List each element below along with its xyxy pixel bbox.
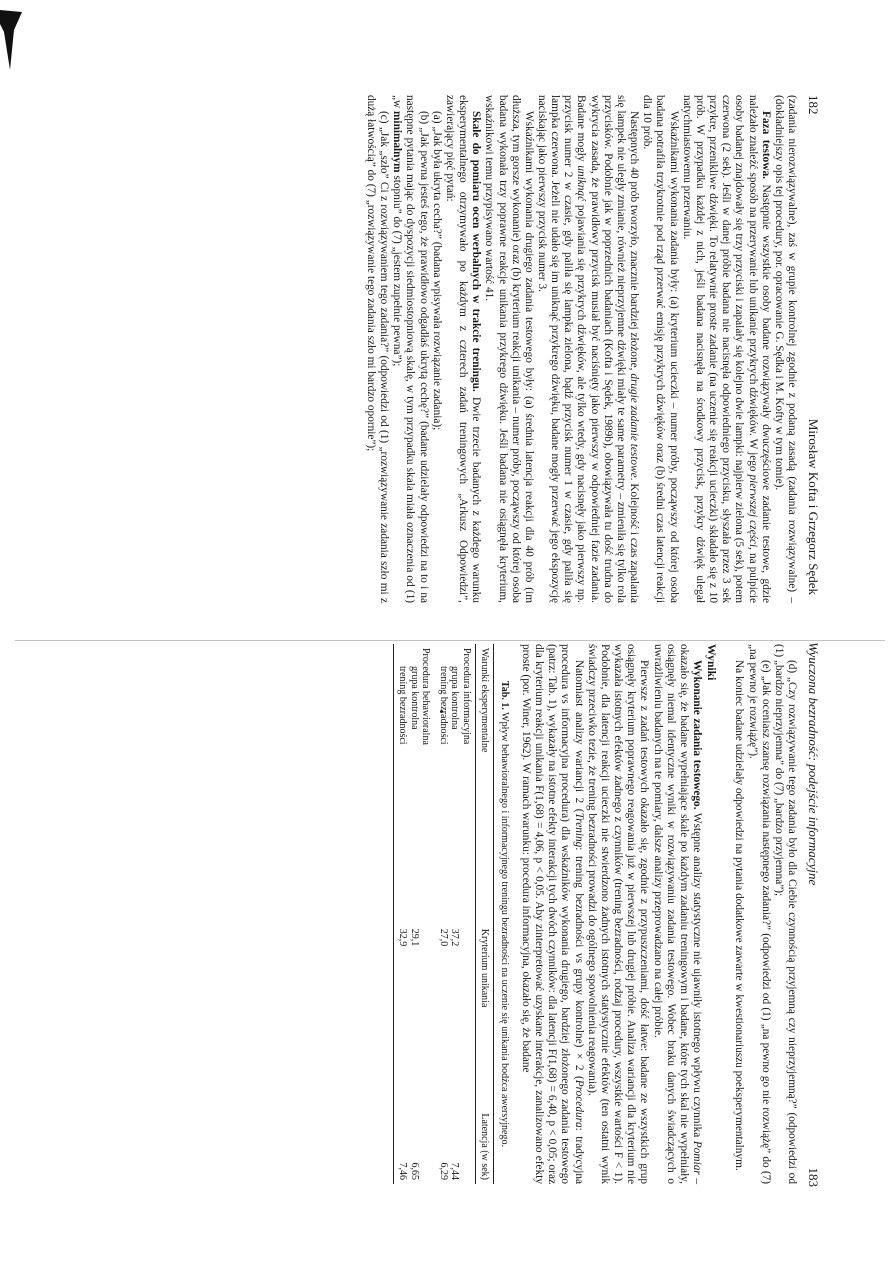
cell-kryterium: 27,0 — [437, 928, 449, 947]
table-row — [393, 644, 408, 1184]
row-label: grupa kontrolna — [449, 666, 461, 730]
italic-term: Procedura — [572, 1079, 585, 1128]
paragraph: Wskaźnikami wykonania drugiego zadania testowego były: (a) średnia latencja reakcji dla 40 prób (im dłuższa, tym gorsze wykonanie) oraz (b) kryterium reakcji unikania – numer próby, począwszy od której osoba badana wykonała trzy poprawne reakcje unikania przykrego dźwięku. Jeśli badana nie osiągnęła kryterium, wskaźnikowi temu przypisywano wartość 41. — [483, 95, 535, 603]
data-table — [393, 644, 494, 1184]
running-head: Mirosław Kofta i Grzegorz Sędek — [806, 418, 821, 595]
paragraph: (a) „Jak była ukryta cecha?” (badana wpisywała rozwiązanie zadania); — [430, 111, 443, 431]
table-group-row — [420, 644, 438, 1184]
paragraph-text: : tradycyjna procedura vs informacyjna procedura) dla wskaźników wykonania drugiego, bardziej złożonego zadania testowego (patrz: Tab. 1), wykazały na istotne efekty interakcji tych dwóch czynników: dla latencji F(1,68) = 6,40, p < 0,05; oraz dla kryterium reakcji unikania F(1,68) = 4,06, p < 0,05. Aby zinterpretować uzyskane interakcje, zanalizowano efekty proste (por. Winer, 1962). W ramach warunku: procedura informacyjna, okazało się, że badane — [520, 644, 585, 1185]
paragraph-text: – okazało się, że badane wypełniające skale po każdym zadaniu treningowym i badane, które tych skal nie wypełniały, osiągnęły niemal identyczne wyniki w rozwiązywaniu zadania testowego. Wobec braku danych świadczących o uwrażliwieniu badanych na te pomiary, dalsze analizy przeprowadzano na całej próbie. — [651, 644, 704, 1185]
row-label: trening bezradności — [437, 666, 449, 745]
left-page-header — [805, 95, 823, 595]
paragraph — [535, 95, 640, 603]
paragraph-text: Wstępne analizy statystyczne nie ujawniły istotnego wpływu czynnika — [691, 812, 704, 1138]
right-page — [0, 632, 893, 1263]
paragraph: Wskaźnikami wykonania zadania były: (a) kryterium ucieczki – numer próby, począwszy od której osoba badana potrafiła trzykrotnie pod rząd przerwać emisję przykrych dźwięków oraz (b) średni czas latencji reakcji dla 10 prób. — [641, 95, 680, 603]
paragraph — [680, 95, 772, 603]
runin-heading: Skale do pomiaru ocen werbalnych w trakcie treningu. — [470, 111, 483, 392]
paragraph-text: : trening bezradności vs grupy kontrolne) × 2 ( — [572, 847, 585, 1080]
table-header-row — [475, 644, 493, 1184]
paragraph-text: . Kolejność i czas zapalania się lampek nie uległy zmianie, również nieprzyjemne dźwięki miały te same parametry – zmieniła się tylko rola przycisków. Podobnie jak w poprzednich badaniach (Kofta i Sędek, 1989b), obowiązywała tu dość trudna do wykrycia zasada, że prawidłowy przycisk musiał być naciśnięty jako pierwszy w odpowiedniej fazie zadania. Badane mogły — [575, 95, 641, 603]
column-header: Kryterium unikania — [478, 928, 490, 1008]
left-page — [0, 0, 893, 631]
right-page-header — [805, 642, 823, 1187]
italic-term: drugie zadanie testowe — [628, 373, 641, 478]
paragraph-text: (b) „Jak pewna jesteś tego, że prawidłowo odgadłaś ukrytą cechę?” (badane udzielały odpowiedzi na to i na następne pytania mając do dyspozycji siedmiostopniową skalę, w tym przypadku skala miała oznaczenia od (1) „w — [391, 95, 430, 603]
paragraph: (d) „Czy rozwiązywanie tego zadania było dla Ciebie czynnością przyjemną czy nieprzyjemną?” (odpowiedzi od (1) „bardzo nieprzyjemna” do (7) „bardzo przyjemna”); — [772, 644, 798, 1184]
bold-term: minimalnym — [391, 111, 404, 173]
column-header: Latencja (w sek) — [478, 1113, 490, 1180]
paragraph-text: stopniu” do (7) „jestem zupełnie pewna”); — [391, 175, 404, 367]
left-text-column — [364, 95, 798, 603]
italic-term: Trening — [572, 812, 585, 848]
table-label: Tab. 1. — [498, 681, 510, 710]
page-number: 182 — [806, 95, 821, 115]
paragraph — [650, 644, 703, 1184]
running-head: Wyuczona bezradność: podejście informacyjne — [806, 642, 821, 886]
italic-term: pierwszej części — [746, 474, 759, 548]
paragraph-text: pojawiania się przykrych dźwięków, ale tylko wtedy, gdy nacisnęły jako pierwszy np. przycisk numer 2 w czasie, gdy paliła się lampka zielona, bądź przycisk numer 1 w czasie, gdy paliła się lampka czerwona. Jeżeli nie udało się im uniknąć przykrego dźwięku, badane mogły przerwać jego ekspozycję naciskając jako pierwszy przycisk numer 3. — [536, 95, 588, 603]
runin-heading: Faza testowa. — [759, 111, 772, 179]
italic-term: Pomiar — [691, 1140, 704, 1175]
cell-latencja: 7,46 — [397, 1162, 409, 1180]
paragraph-text: Natomiast analizy wariancji 2 ( — [572, 660, 585, 813]
paragraph — [519, 644, 585, 1184]
paragraph: (e) „Jak oceniasz szansę rozwiązania następnego zadania?” (odpowiedzi od (1) „na pewno go nie rozwiążę” do (7) „na pewno je rozwiążę”). — [746, 644, 772, 1184]
table-caption — [498, 644, 511, 1184]
page-number: 183 — [806, 1167, 821, 1187]
group-label: Procedura behawioralna — [420, 648, 432, 745]
table-row — [437, 644, 449, 1184]
paragraph: Pierwsze z zadań testowych okazało się, zgodnie z przypuszczeniami, dość łatwe: badane ze wszystkich grup osiągnęły kryterium poprawnego reagowania już w pierwszej lub drugiej próbie. Analiza wariancji dla kryterium nie wykazała istotnych efektów żadnego z czynników (trening bezradności, rodzaj procedury, wszystkie wartości F < 1). Podobnie, dla latencji reakcji ucieczki nie stwierdzono żadnych istotnych statystycznie efektów (ten ostatni wynik świadczy przeciwko tezie, że trening bezradności prowadzi do ogólnego spowolnienia reagowania). — [585, 644, 651, 1184]
paragraph-text: Dwie trzecie badanych — [470, 396, 483, 506]
paragraph: (zadania nierozwiązywalne), zaś w grupie kontrolnej zgodnie z podaną zasadą (zadania rozwiązywalne) – (dokładniejszy opis tej procedury, por. opracowanie G. Sędka i M. Kofty w tym tomie). — [772, 95, 798, 603]
paragraph-text: Następnych 40 prób tworzyło, znacznie bardziej złożone, — [628, 111, 641, 371]
cell-kryterium: 29,1 — [408, 928, 420, 947]
table-1 — [393, 644, 511, 1184]
runin-heading: Wykonanie zadania testowego. — [691, 660, 704, 810]
italic-term: uniknąć — [575, 165, 588, 202]
row-label: grupa kontrolna — [408, 666, 420, 730]
table-row — [449, 644, 461, 1184]
paragraph-text: , na pulpicie osoby badanej znajdowały się trzy przyciski i zapalały się kolejno dwie lampki: najpierw zielona (5 sek), potem czerwona (2 sek). Jeśli w danej próbie badana nie nacisnęła odpowiedniego przycisku, słyszała przez 3 sek przykre, przenikliwe dźwięki. To relatywnie proste zadanie (na uczenie się reakcji ucieczki) składało się z 10 prób. W przypadku każdej z nich, jeśli badana nacisnęła na środkowy przycisk, przykry dźwięk ulegał natychmiastowemu przerwaniu. — [680, 95, 759, 603]
right-text-column — [393, 644, 798, 1184]
column-header: Warunki eksperymentalne — [478, 648, 490, 753]
cell-latencja: 6,29 — [437, 1162, 449, 1180]
cell-latencja: 7,44 — [449, 1162, 461, 1180]
paragraph — [390, 95, 429, 603]
paragraph: Na koniec badane udzielały odpowiedzi na pytania dodatkowe zawarte w kwestionariuszu poeksperymentalnym. — [733, 660, 746, 1171]
paragraph: (c) „Jak „szło” Ci z rozwiązywaniem tego zadania?” (odpowiedzi od (1) „rozwiązywanie zadania szło mi z dużą łatwością” do (7) „rozwiązywanie tego zadania szło mi bardzo opornie”); — [365, 95, 391, 603]
cell-kryterium: 37,2 — [449, 928, 461, 947]
section-heading: Wyniki — [705, 644, 719, 681]
table-row — [408, 644, 420, 1184]
table-caption-text: Wpływ behawioralnego i informacyjnego treningu bezradności na uczenie się unikania bodźca awersyjnego. — [498, 712, 510, 1147]
cell-kryterium: 32,9 — [397, 928, 409, 947]
paragraph-text: Następnie wszystkie osoby badane rozwiązywały dwuczęściowe zadanie testowe, gdzie należało znaleźć sposób na przerywanie lub unikanie przykrych dźwięków. W jego — [746, 95, 772, 604]
group-label: Procedura informacyjna — [460, 648, 472, 745]
paragraph-text: z każdego warunku eksperymentalnego otrzymywało po każdym z czterech zadań treningowych „Arkusz Odpowiedzi”, zawierający pięć pytań: — [443, 95, 483, 604]
paragraph — [443, 95, 482, 603]
table-group-row — [460, 644, 475, 1184]
row-label: trening bezradności — [397, 666, 409, 745]
cell-latencja: 6,65 — [408, 1162, 420, 1180]
